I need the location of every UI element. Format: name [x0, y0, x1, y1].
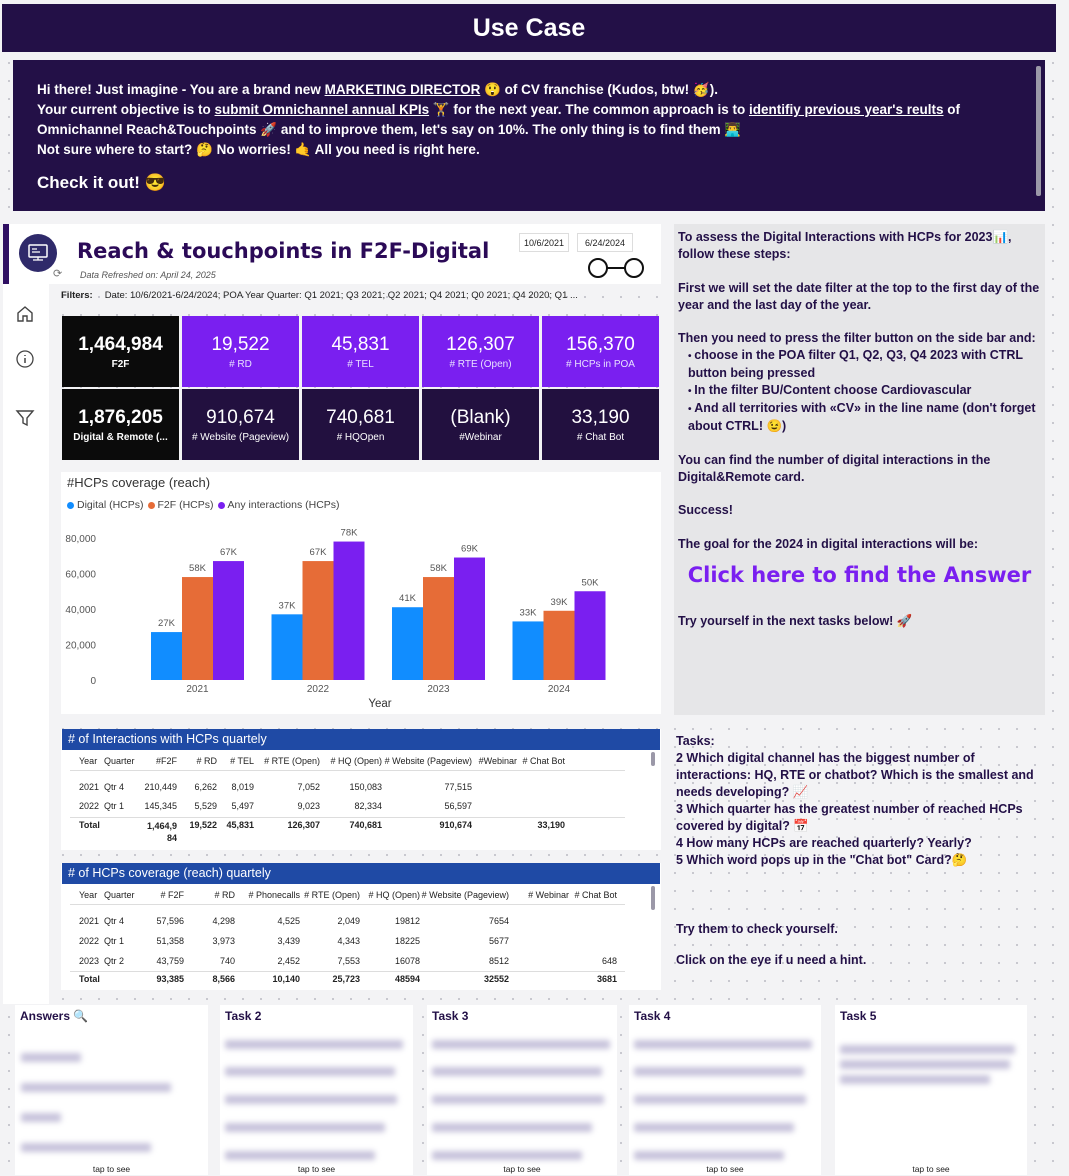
hidden-answer-blur [634, 1067, 804, 1076]
data-label: 58K [430, 563, 447, 575]
table-cell: Qtr 1 [104, 801, 125, 811]
table-cell: 4,343 [337, 936, 360, 946]
kpi-card[interactable] [302, 389, 419, 460]
table-cell: 3681 [596, 974, 617, 984]
table-cell: Year [79, 890, 98, 900]
instruction-step [688, 382, 1041, 400]
kpi-value: 156,370 [566, 334, 635, 355]
legend-item[interactable] [67, 499, 144, 511]
kpi-value: 1,464,984 [78, 334, 163, 355]
legend-label: F2F (HCPs) [157, 499, 214, 511]
table-cell: 18225 [394, 936, 420, 946]
kpi-card[interactable] [542, 389, 659, 460]
hidden-answer-blur [225, 1040, 403, 1049]
kpi-value: (Blank) [450, 407, 511, 428]
instruction-text: You can find the number of digital interactions in the Digital&Remote card. [678, 452, 991, 484]
table-cell: 56,597 [444, 801, 472, 811]
chart-bar[interactable] [182, 577, 213, 680]
kpi-value: 19,522 [211, 334, 270, 355]
table-cell: Qtr 1 [104, 936, 125, 946]
hint-card-title: Task 2 [225, 1009, 262, 1023]
hidden-answer-blur [840, 1075, 990, 1084]
tasks-title: Tasks: [676, 734, 715, 748]
table-cell: 2022 [79, 936, 100, 946]
table-cell: 210,449 [144, 782, 177, 792]
intro-text: of Omnichannel Reach&Touchpoints 🚀 and to improve them, let's say on 10%. The only thing is to find them 👨‍💻 [37, 102, 960, 137]
chart-bar[interactable] [544, 611, 575, 680]
intro-text: Your current objective is to [37, 102, 215, 117]
intro-text: 🏋 for the next year. The common approach is to [429, 102, 749, 117]
chart-legend [67, 499, 340, 511]
filters-summary [61, 290, 661, 306]
kpi-label: # HQOpen [336, 432, 385, 443]
kpi-value: 126,307 [446, 334, 515, 355]
hint-card[interactable] [220, 1005, 413, 1175]
table-cell: 45,831 [226, 820, 254, 830]
slider-handle-end[interactable] [625, 259, 643, 277]
instruction-step [688, 400, 1041, 435]
table-scrollbar[interactable] [651, 886, 655, 910]
intro-scrollbar[interactable] [1036, 66, 1041, 196]
chart-bar[interactable] [575, 591, 606, 680]
table-total-rule [70, 817, 625, 818]
hidden-answer-blur [21, 1143, 151, 1152]
table-cell: 3,439 [277, 936, 300, 946]
y-tick-label: 20,000 [65, 640, 96, 652]
table-cell: # Website (Pageview) [421, 890, 509, 900]
chart-bar[interactable] [303, 561, 334, 680]
table-cell: 93,385 [156, 974, 184, 984]
x-tick-label: 2021 [186, 684, 209, 695]
hidden-answer-blur [225, 1151, 375, 1160]
chart-bar[interactable] [392, 607, 423, 680]
kpi-card[interactable] [542, 316, 659, 387]
table-cell: # RD [214, 890, 235, 900]
table-cell: 32552 [483, 974, 509, 984]
data-label: 58K [189, 563, 206, 575]
intro-highlight: submit Omnichannel annual KPIs [214, 102, 430, 117]
intro-call-to-action: Check it out! 😎 [37, 173, 166, 192]
table-cell: # Phonecalls [248, 890, 300, 900]
find-answer-button[interactable]: Click here to find the Answer [687, 562, 1032, 587]
hidden-answer-blur [21, 1083, 171, 1092]
tap-to-see-label[interactable]: tap to see [912, 1164, 950, 1174]
table-cell: # RTE (Open) [304, 890, 360, 900]
chart-bar[interactable] [423, 577, 454, 680]
instruction-text: The goal for the 2024 in digital interactions will be: [678, 536, 979, 551]
reach-table [62, 884, 660, 990]
table-cell: # HQ (Open) [330, 756, 382, 766]
table-cell: # Chat Bot [522, 756, 565, 766]
hint-card[interactable] [835, 1005, 1027, 1175]
table-cell: 740,681 [349, 820, 382, 830]
legend-swatch [148, 502, 155, 509]
hidden-answer-blur [432, 1040, 610, 1049]
chart-bar[interactable] [213, 561, 244, 680]
kpi-value: 1,876,205 [78, 407, 163, 428]
kpi-card[interactable] [62, 389, 179, 460]
task-item: 3 Which quarter has the greatest number of reached HCPs covered by digital? 📅 [676, 802, 1023, 833]
table-cell: 2021 [79, 782, 100, 792]
hint-card[interactable] [15, 1005, 208, 1175]
kpi-label: # Website (Pageview) [191, 432, 290, 443]
table-cell: 19,522 [189, 820, 217, 830]
hidden-answer-blur [21, 1113, 61, 1122]
data-label: 33K [519, 607, 537, 619]
table-cell: 9,023 [297, 801, 320, 811]
table-cell: Qtr 4 [104, 782, 125, 792]
chart-bar[interactable] [454, 558, 485, 680]
table-cell: 8512 [488, 956, 509, 966]
table-cell: 4,525 [277, 916, 300, 926]
table-cell: Quarter [104, 756, 135, 766]
bar-chart [61, 520, 661, 714]
table-cell: # Website (Pageview) [384, 756, 472, 766]
kpi-value: 910,674 [206, 407, 275, 428]
report-logo-icon [19, 234, 57, 272]
table-cell: 48594 [394, 974, 420, 984]
x-axis-title: Year [368, 698, 392, 710]
chart-bar[interactable] [513, 621, 544, 680]
instruction-text: Try yourself in the next tasks below! 🚀 [678, 613, 913, 628]
hint-card[interactable] [427, 1005, 617, 1175]
reach-table-title: # of HCPs coverage (reach) quartely [62, 863, 660, 884]
table-cell: 7,553 [337, 956, 360, 966]
table-cell: 910,674 [439, 820, 472, 830]
task-item: 4 How many HCPs are reached quarterly? Yearly? [676, 836, 972, 850]
hidden-answer-blur [432, 1151, 582, 1160]
data-label: 27K [158, 618, 175, 630]
intro-line-1 [37, 80, 1021, 100]
instruction-steps [688, 347, 1041, 435]
table-cell: 77,515 [444, 782, 472, 792]
table-cell: 6,262 [194, 782, 217, 792]
kpi-label: F2F [111, 359, 130, 370]
x-tick-label: 2023 [427, 684, 450, 695]
tasks-list [676, 733, 1046, 869]
refresh-icon[interactable]: ⟳ [53, 268, 63, 280]
report-title: Reach & touchpoints in F2F-Digital [77, 239, 490, 263]
slider-handle-start[interactable] [589, 259, 607, 277]
legend-item[interactable] [148, 499, 214, 511]
data-label: 41K [399, 593, 416, 605]
table-cell: #Webinar [478, 756, 517, 766]
table-cell: 5677 [488, 936, 509, 946]
table-cell: 43,759 [156, 956, 184, 966]
table-cell: 2,452 [277, 956, 300, 966]
data-label: 37K [278, 600, 296, 612]
table-cell: 82,334 [354, 801, 382, 811]
hidden-answer-blur [634, 1095, 806, 1104]
kpi-label: # RTE (Open) [449, 359, 512, 370]
kpi-label: # RD [229, 359, 252, 370]
y-tick-label: 0 [90, 676, 96, 687]
table-cell: 5,497 [231, 801, 254, 811]
tasks-footer-text: Try them to check yourself. [676, 922, 838, 936]
table-total-rule [70, 971, 625, 972]
hidden-answer-blur [225, 1067, 395, 1076]
table-cell: 8,019 [231, 782, 254, 792]
table-cell: #F2F [155, 756, 177, 766]
kpi-value: 45,831 [331, 334, 390, 355]
table-cell: # Webinar [528, 890, 569, 900]
table-cell: 7,052 [297, 782, 320, 792]
legend-item[interactable] [218, 499, 340, 511]
table-cell: 19812 [394, 916, 420, 926]
hint-card-title: Task 3 [432, 1009, 469, 1023]
table-cell: # HQ (Open) [368, 890, 420, 900]
chart-bar[interactable] [272, 614, 303, 680]
sidebar [3, 284, 49, 1004]
hint-card-title: Task 4 [634, 1009, 671, 1023]
table-cell: 1,464,9 84 [146, 821, 177, 843]
table-cell: 126,307 [287, 820, 320, 830]
legend-label: Any interactions (HCPs) [227, 499, 340, 511]
data-label: 50K [581, 577, 599, 589]
instructions-panel [674, 224, 1045, 715]
hint-card-title: Task 5 [840, 1009, 877, 1023]
y-tick-label: 40,000 [65, 605, 96, 616]
table-cell: 145,345 [144, 801, 177, 811]
table-cell: 2,049 [337, 916, 360, 926]
hidden-answer-blur [21, 1053, 81, 1062]
kpi-value: 33,190 [571, 407, 630, 428]
kpi-card[interactable] [302, 316, 419, 387]
kpi-card[interactable] [422, 389, 539, 460]
intro-text: 😲 of CV franchise (Kudos, btw! 🥳). [480, 82, 718, 97]
report-accent-bar [3, 224, 9, 284]
table-cell: Total [79, 820, 100, 830]
intro-text: Hi there! Just imagine - You are a brand new [37, 82, 325, 97]
instruction-text: Then you need to press the filter button on the side bar and: [678, 331, 1036, 345]
legend-label: Digital (HCPs) [77, 499, 144, 511]
table-header-rule [70, 904, 625, 905]
instruction-text: First we will set the date filter at the top to the first day of the year and the last day of the year. [678, 280, 1040, 312]
hint-card[interactable] [629, 1005, 821, 1175]
table-scrollbar[interactable] [651, 752, 655, 766]
instruction-text: Success! [678, 503, 733, 517]
home-icon[interactable] [14, 303, 36, 325]
legend-swatch [218, 502, 225, 509]
instruction-step [688, 347, 1041, 382]
hidden-answer-blur [634, 1123, 794, 1132]
page-title: Use Case [2, 4, 1056, 52]
table-cell: 2022 [79, 801, 100, 811]
kpi-label: # TEL [347, 359, 374, 370]
table-cell: 5,529 [194, 801, 217, 811]
table-cell: Qtr 4 [104, 916, 125, 926]
table-cell: 150,083 [349, 782, 382, 792]
table-cell: Quarter [104, 890, 135, 900]
kpi-label: # Chat Bot [576, 432, 625, 443]
kpi-value: 740,681 [326, 407, 395, 428]
kpi-card[interactable] [182, 316, 299, 387]
intro-highlight: MARKETING DIRECTOR [324, 82, 481, 97]
table-cell: 33,190 [537, 820, 565, 830]
kpi-label: Digital & Remote (... [73, 432, 168, 443]
table-cell: # F2F [160, 890, 184, 900]
tap-to-see-label[interactable]: tap to see [503, 1164, 541, 1174]
table-cell: # Chat Bot [574, 890, 617, 900]
instruction-step-text: In the filter BU/Content choose Cardiovascular [694, 383, 972, 397]
y-tick-label: 80,000 [65, 534, 96, 545]
kpi-label: #Webinar [459, 432, 502, 443]
table-cell: 7654 [488, 916, 509, 926]
table-cell: # TEL [230, 756, 254, 766]
chart-bar[interactable] [334, 542, 365, 680]
hidden-answer-blur [225, 1123, 385, 1132]
tap-to-see-label[interactable]: tap to see [297, 1164, 336, 1174]
x-tick-label: 2022 [306, 684, 330, 695]
date-from-input[interactable]: 10/6/2021 [519, 233, 569, 252]
table-cell: Qtr 2 [104, 956, 125, 966]
kpi-card[interactable] [182, 389, 299, 460]
hidden-answer-blur [840, 1045, 1015, 1054]
tap-to-see-label[interactable]: tap to see [706, 1164, 744, 1174]
table-cell: 648 [601, 956, 617, 966]
tasks-footer-text: Click on the eye if u need a hint. [676, 953, 867, 967]
hidden-answer-blur [634, 1151, 784, 1160]
table-cell: Year [79, 756, 98, 766]
table-cell: 16078 [394, 956, 420, 966]
data-label: 67K [220, 547, 237, 559]
intro-line-2 [37, 100, 1021, 140]
legend-swatch [67, 502, 74, 509]
table-cell: 51,358 [156, 936, 184, 946]
table-cell: # RD [196, 756, 217, 766]
table-cell: 740 [219, 956, 235, 966]
hidden-answer-blur [634, 1040, 812, 1049]
hidden-answer-blur [225, 1095, 397, 1104]
table-cell: 4,298 [212, 916, 235, 926]
task-item: 2 Which digital channel has the biggest number of interactions: HQ, RTE or chatbot? Which is the smallest and needs developing? 📈 [676, 751, 1034, 799]
interactions-table [62, 750, 660, 850]
table-header-rule [70, 770, 625, 771]
hidden-answer-blur [432, 1067, 602, 1076]
table-cell: Total [79, 974, 100, 984]
intro-line-3: Not sure where to start? 🤔 No worries! 🤙 All you need is right here. [37, 142, 480, 157]
kpi-card[interactable] [62, 316, 179, 387]
hidden-answer-blur [840, 1060, 1010, 1069]
table-cell: # RTE (Open) [264, 756, 320, 766]
intro-highlight: identifiy previous year's reults [748, 102, 944, 117]
filters-text: Date: 10/6/2021-6/24/2024; POA Year Quarter: Q1 2021; Q3 2021; Q2 2021; Q4 2021; Q0 2021; Q4 2020; Q1 ... [104, 290, 578, 301]
instruction-step-text: choose in the POA filter Q1, Q2, Q3, Q4 2023 with CTRL button being pressed [688, 348, 1023, 380]
filter-icon[interactable] [14, 407, 36, 429]
kpi-label: # HCPs in POA [566, 359, 635, 370]
date-range-slider[interactable] [560, 258, 650, 278]
y-tick-label: 60,000 [65, 569, 96, 581]
task-item: 5 Which word pops up in the "Chat bot" Card?🤔 [676, 853, 968, 867]
data-label: 69K [461, 543, 478, 555]
table-cell: 10,140 [272, 974, 300, 984]
table-cell: 2021 [79, 916, 100, 926]
table-cell: 2023 [79, 956, 100, 966]
interactions-table-title: # of Interactions with HCPs quartely [62, 729, 660, 750]
filters-label: Filters: [61, 290, 93, 301]
hidden-answer-blur [432, 1123, 592, 1132]
data-label: 67K [309, 547, 327, 559]
info-icon[interactable] [14, 348, 36, 370]
instruction-step-text: And all territories with «CV» in the line name (don't forget about CTRL! 😉) [688, 401, 1036, 433]
hidden-answer-blur [432, 1095, 604, 1104]
tasks-footer [676, 921, 1046, 983]
table-cell: 25,723 [332, 974, 360, 984]
hint-card-title: Answers 🔍 [20, 1009, 89, 1023]
instruction-text: To assess the Digital Interactions with HCPs for 2023📊, follow these steps: [678, 230, 1012, 261]
kpi-card[interactable] [422, 316, 539, 387]
date-to-input[interactable]: 6/24/2024 [577, 233, 633, 252]
tap-to-see-label[interactable]: tap to see [92, 1164, 131, 1174]
chart-bar[interactable] [151, 632, 182, 680]
data-label: 78K [340, 527, 358, 539]
data-label: 39K [550, 596, 568, 608]
table-cell: 57,596 [156, 916, 184, 926]
x-tick-label: 2024 [547, 684, 571, 695]
table-cell: 8,566 [212, 974, 235, 984]
intro-banner [13, 60, 1045, 211]
chart-title: #HCPs coverage (reach) [67, 475, 211, 490]
table-cell: 3,973 [212, 936, 235, 946]
data-refreshed-label: Data Refreshed on: April 24, 2025 [80, 270, 216, 280]
